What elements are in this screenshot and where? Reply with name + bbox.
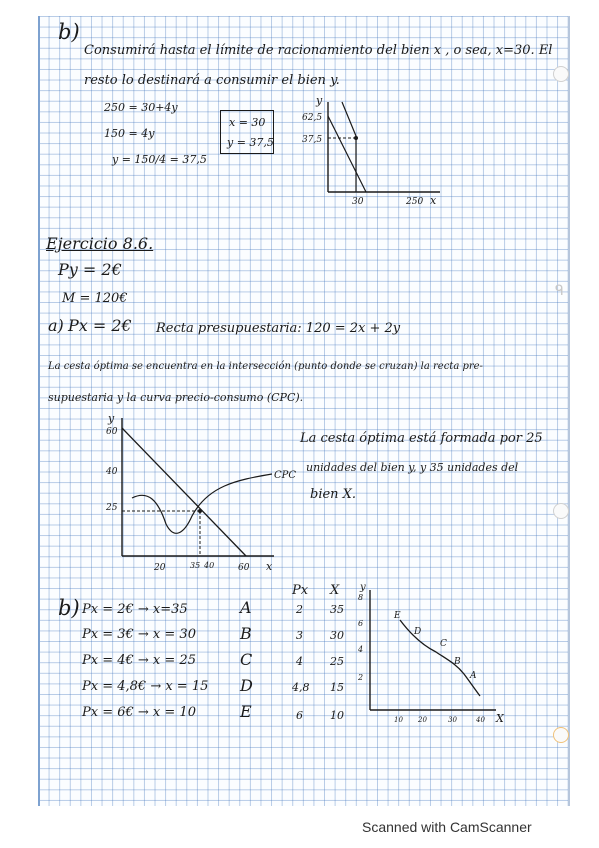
price-condition: Px = 6€ → x = 10 [82,705,196,720]
x-tick-label: 60 [238,563,250,573]
table-cell-x: 10 [330,709,344,722]
x-tick-label: 20 [154,563,166,573]
demand-graph [356,584,506,724]
x-tick-label: 250 [406,197,424,207]
curve-point-label: D [414,627,422,637]
x-tick-label: 40 [204,561,215,570]
x-tick-label: 10 [394,716,403,724]
y-tick-label: 8 [358,593,364,602]
y-tick-label: 4 [358,645,364,654]
explanation-line2: supuestaria y la curva precio-consumo (CPC). [48,391,304,404]
binder-ring-icon [553,727,569,743]
part-b-text-line1: Consumirá hasta el límite de racionamiento del bien x , o sea, x=30. El [84,43,553,58]
binder-ring-glyph: ᑫ [555,283,564,299]
x-tick-label: 35 [190,561,201,570]
equation-line: 150 = 4y [104,127,155,140]
table-cell-x: 30 [330,629,344,642]
curve-point-label: E [394,611,401,621]
y-tick-label: 62,5 [302,113,323,123]
small-budget-graph [300,96,450,206]
curve-point-label: B [454,657,461,667]
part-b2-label: b) [58,596,80,620]
boxed-result-y: y = 37,5 [227,136,274,149]
table-cell-px: 4,8 [292,681,310,694]
budget-line-text: Recta presupuestaria: 120 = 2x + 2y [156,321,401,336]
point-letter: B [240,624,252,643]
x-tick-label: 30 [352,197,364,207]
conclusion-line1: La cesta óptima está formada por 25 [300,431,543,446]
y-tick-label: 2 [358,673,364,682]
cpc-graph [96,412,296,582]
binder-ring-icon [553,285,567,299]
y-tick-label: 37,5 [302,135,323,145]
point-letter: C [240,650,253,669]
cpc-curve [132,474,272,533]
point-letter: E [240,702,252,721]
x-tick-label: 20 [418,716,427,724]
budget-line [328,116,366,192]
optimum-point [354,136,358,140]
part-a-px: Px = 2€ [68,316,132,335]
y-tick-label: 25 [106,503,118,513]
binder-ring-icon [553,66,569,82]
explanation-line1: La cesta óptima se encuentra en la intersección (punto donde se cruzan) la recta pre- [48,361,483,372]
y-axis-label: y [316,94,323,107]
demand-curve [400,620,480,696]
y-axis-label: y [108,412,115,425]
conclusion-line2: unidades del bien y, y 35 unidades del [306,461,519,474]
y-tick-label: 6 [358,619,364,628]
exercise-py: Py = 2€ [58,260,122,279]
x-axis-label: x [430,194,437,207]
optimum-point [198,509,202,513]
point-letter: A [240,598,252,617]
table-header-x: X [330,583,340,598]
part-b-text-line2: resto lo destinará a consumir el bien y. [84,73,340,88]
x-tick-label: 30 [448,716,457,724]
table-cell-px: 3 [296,629,303,642]
curve-point-label: C [440,639,447,649]
part-b-label: b) [58,20,80,44]
y-tick-label: 40 [106,467,118,477]
exercise-title: Ejercicio 8.6. [46,234,154,253]
equation-line: 250 = 30+4y [104,101,178,114]
table-header-px: Px [292,583,309,598]
price-condition: Px = 2€ → x=35 [82,602,188,617]
binder-ring-icon [553,503,569,519]
table-cell-px: 6 [296,709,303,722]
conclusion-line3: bien X. [310,487,357,502]
part-a-label: a) [48,316,64,335]
y-tick-label: 60 [106,427,118,437]
point-letter: D [240,676,253,695]
exercise-income: M = 120€ [62,291,128,306]
price-condition: Px = 4€ → x = 25 [82,653,196,668]
scanner-credit: Scanned with CamScanner [362,819,532,835]
table-cell-px: 2 [296,603,303,616]
table-cell-x: 15 [330,681,344,694]
table-cell-x: 35 [330,603,344,616]
table-cell-px: 4 [296,655,303,668]
boxed-result-x: x = 30 [229,116,266,129]
x-axis-label: X [496,712,504,725]
price-condition: Px = 4,8€ → x = 15 [82,679,209,694]
table-cell-x: 25 [330,655,344,668]
equation-line: y = 150/4 = 37,5 [112,153,207,166]
curve-point-label: A [470,671,477,681]
x-axis-label: x [266,560,273,573]
y-axis-label: y [360,582,366,593]
x-tick-label: 40 [476,716,485,724]
price-condition: Px = 3€ → x = 30 [82,627,196,642]
sheet-margin-line [38,16,40,806]
budget-line [122,428,246,556]
boxed-result [220,110,274,154]
cpc-curve-label: CPC [274,470,297,481]
